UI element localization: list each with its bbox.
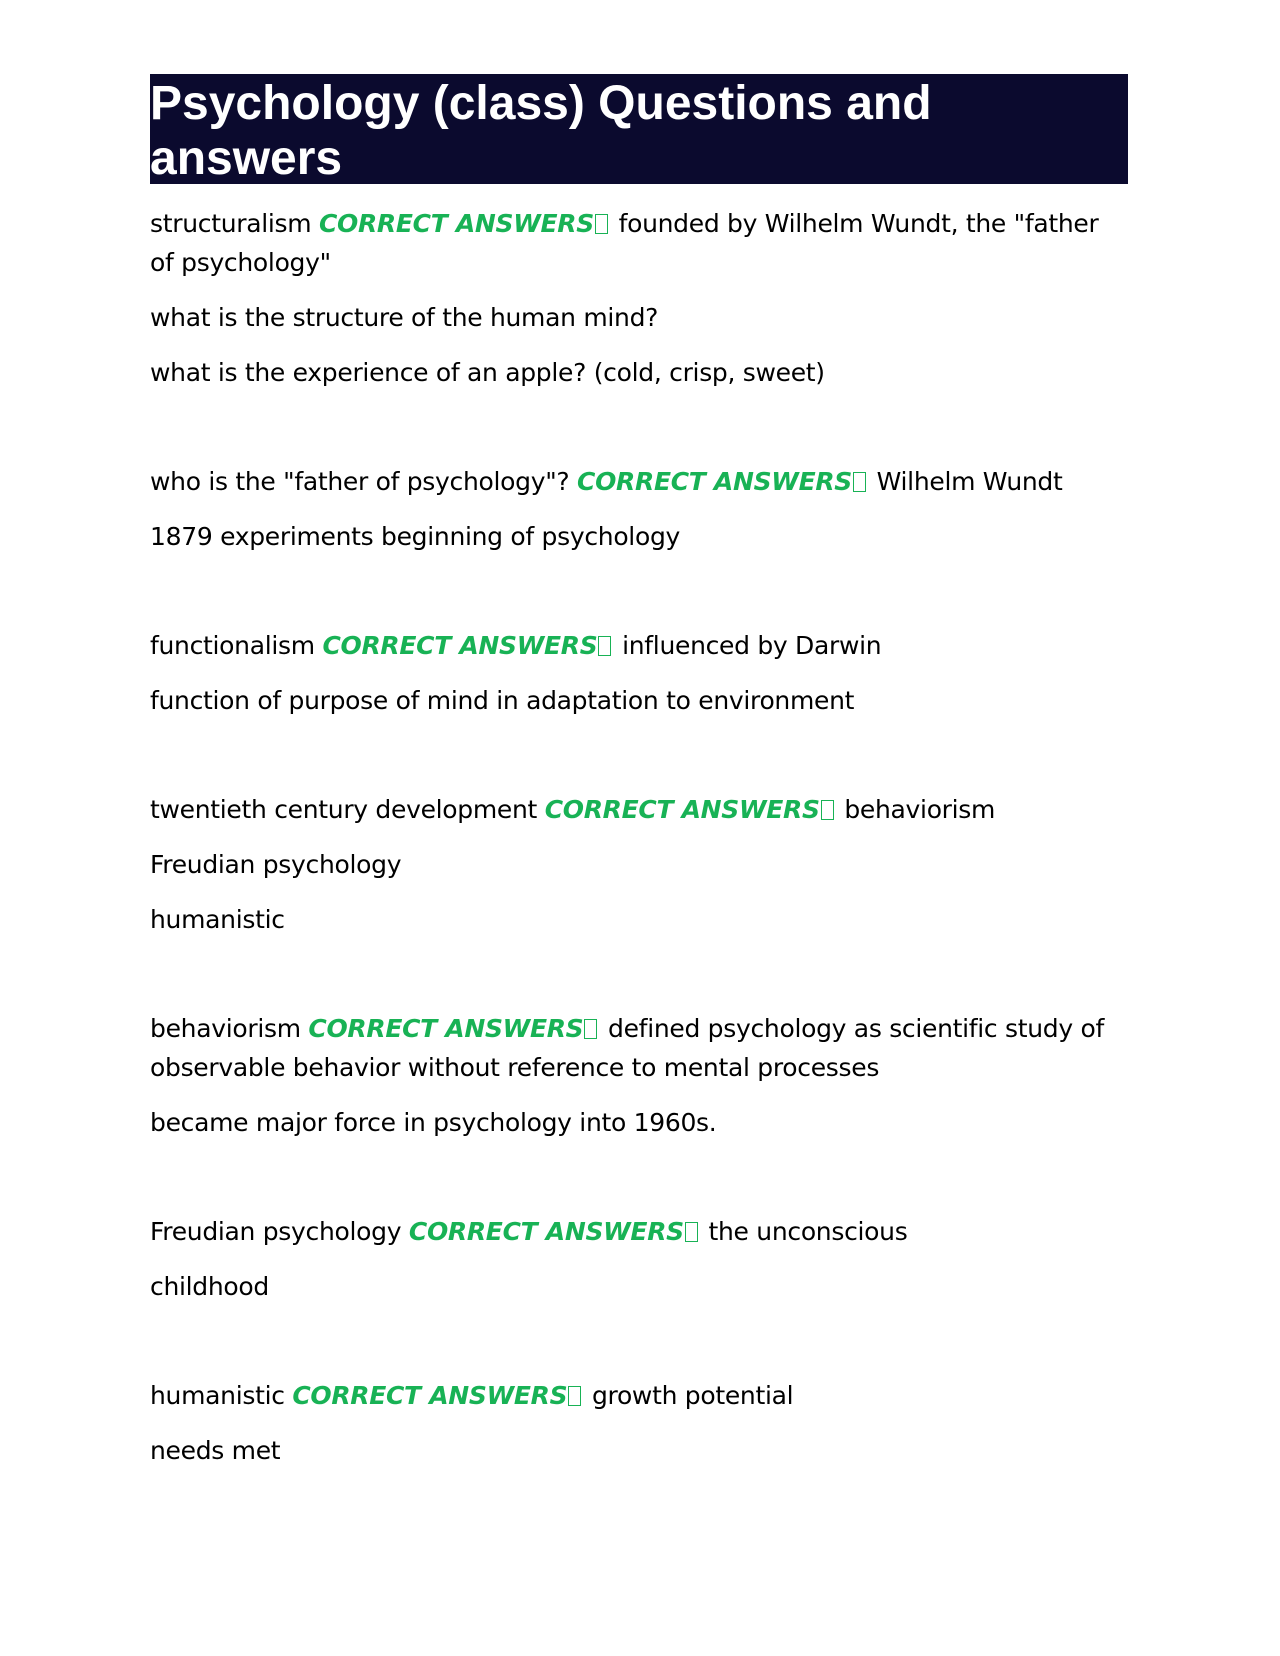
qa-entry-functionalism bbox=[150, 626, 1128, 720]
term-text: humanistic bbox=[150, 1381, 285, 1410]
box-glyph-icon bbox=[584, 1019, 597, 1039]
term-text: structuralism bbox=[150, 209, 312, 238]
correct-answers-tag: CORRECT ANSWERS bbox=[408, 1217, 684, 1246]
box-glyph-icon bbox=[821, 800, 834, 820]
qa-entry-twentieth-century bbox=[150, 790, 1128, 939]
term-text: who is the "father of psychology"? bbox=[150, 467, 570, 496]
box-glyph-icon bbox=[595, 214, 608, 234]
qa-entry-father bbox=[150, 462, 1128, 556]
correct-answers-tag: CORRECT ANSWERS bbox=[322, 631, 598, 660]
answer-text: Wilhelm Wundt bbox=[869, 467, 1063, 496]
extra-line: what is the structure of the human mind? bbox=[150, 303, 659, 332]
extra-line: needs met bbox=[150, 1436, 281, 1465]
document-page bbox=[150, 74, 1128, 1486]
qa-entry-structuralism bbox=[150, 204, 1128, 392]
question-line bbox=[150, 1212, 1128, 1251]
question-line bbox=[150, 790, 1128, 829]
qa-entry-humanistic bbox=[150, 1376, 1128, 1470]
term-text: Freudian psychology bbox=[150, 1217, 402, 1246]
extra-line: function of purpose of mind in adaptation to environment bbox=[150, 686, 855, 715]
box-glyph-icon bbox=[685, 1222, 698, 1242]
qa-entry-behaviorism bbox=[150, 1009, 1128, 1142]
question-line bbox=[150, 204, 1128, 282]
answer-text: growth potential bbox=[584, 1381, 794, 1410]
qa-entry-freudian bbox=[150, 1212, 1128, 1306]
box-glyph-icon bbox=[853, 472, 866, 492]
answer-text: behaviorism bbox=[836, 795, 996, 824]
term-text: behaviorism bbox=[150, 1014, 301, 1043]
extra-line: became major force in psychology into 1960s. bbox=[150, 1108, 717, 1137]
correct-answers-tag: CORRECT ANSWERS bbox=[292, 1381, 568, 1410]
box-glyph-icon bbox=[568, 1386, 581, 1406]
question-line bbox=[150, 462, 1128, 501]
page-title: Psychology (class) Questions and answers bbox=[150, 74, 1128, 184]
correct-answers-tag: CORRECT ANSWERS bbox=[318, 209, 594, 238]
answer-text: founded by Wilhelm Wundt, the "father of psychology" bbox=[150, 209, 1099, 277]
question-line bbox=[150, 626, 1128, 665]
answer-text: defined psychology as scientific study of observable behavior without reference to mental processes bbox=[150, 1014, 1105, 1082]
answer-text: the unconscious bbox=[700, 1217, 908, 1246]
box-glyph-icon bbox=[598, 636, 611, 656]
extra-line: 1879 experiments beginning of psychology bbox=[150, 522, 681, 551]
answer-text: influenced by Darwin bbox=[614, 631, 882, 660]
correct-answers-tag: CORRECT ANSWERS bbox=[577, 467, 853, 496]
term-text: twentieth century development bbox=[150, 795, 538, 824]
correct-answers-tag: CORRECT ANSWERS bbox=[544, 795, 820, 824]
extra-line: what is the experience of an apple? (cold, crisp, sweet) bbox=[150, 358, 825, 387]
correct-answers-tag: CORRECT ANSWERS bbox=[308, 1014, 584, 1043]
extra-line: childhood bbox=[150, 1272, 269, 1301]
extra-line: humanistic bbox=[150, 905, 285, 934]
question-line bbox=[150, 1009, 1128, 1087]
extra-line: Freudian psychology bbox=[150, 850, 402, 879]
term-text: functionalism bbox=[150, 631, 315, 660]
question-line bbox=[150, 1376, 1128, 1415]
